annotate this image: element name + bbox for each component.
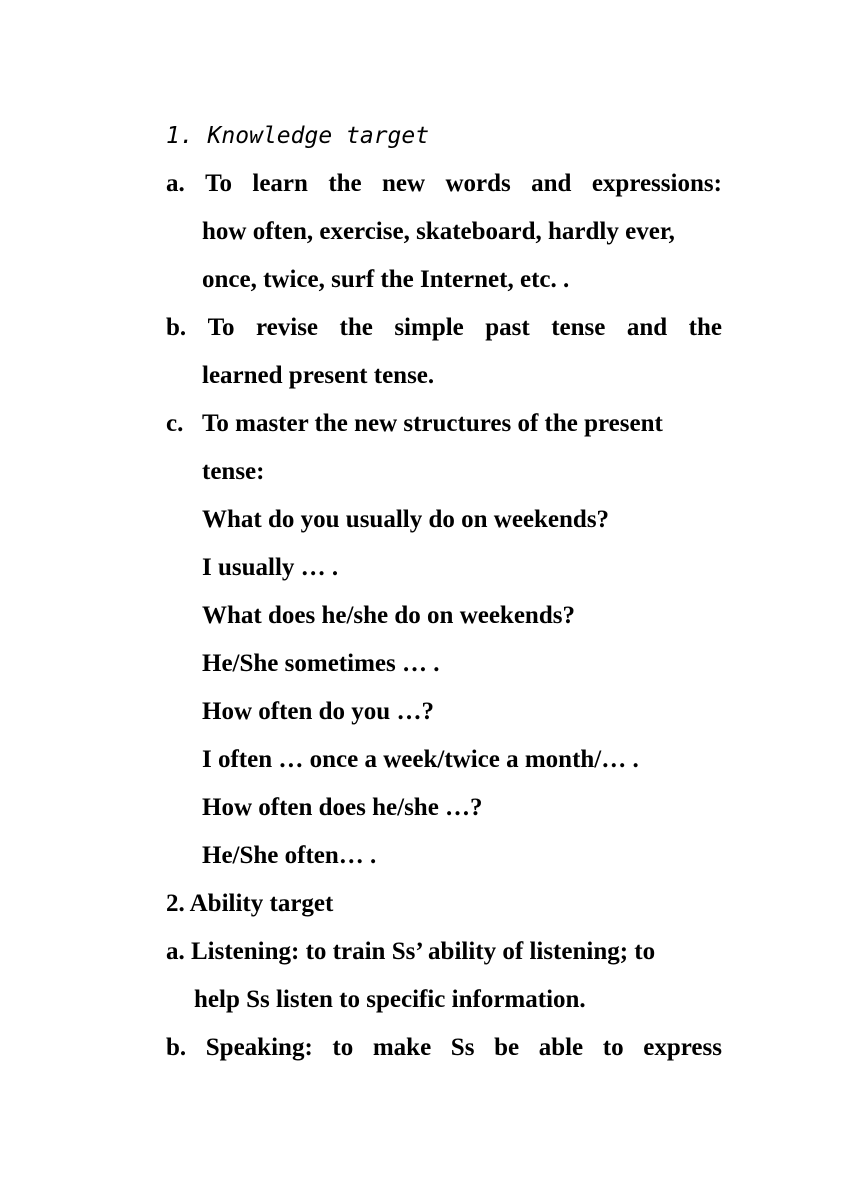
word: make — [372, 1034, 432, 1061]
example-sentence: How often do you …? — [202, 698, 434, 725]
item-a-line-3: once, twice, surf the Internet, etc. . — [202, 266, 570, 293]
item-c-text: To master the new structures of the present — [202, 410, 663, 437]
word: Speaking: — [205, 1034, 313, 1061]
example-sentence: He/She often… . — [202, 842, 377, 869]
word: revise — [256, 314, 319, 341]
word: past — [485, 314, 530, 341]
word: words — [445, 170, 511, 197]
word: simple — [394, 314, 464, 341]
example-sentence: What does he/she do on weekends? — [202, 602, 575, 629]
ability-a-line-2: help Ss listen to specific information. — [194, 986, 586, 1013]
word: To — [207, 314, 235, 341]
word: to — [602, 1034, 624, 1061]
example-sentence: I usually … . — [202, 554, 339, 581]
item-c-line-1 — [166, 409, 663, 439]
word: new — [382, 170, 426, 197]
word: Ss — [450, 1034, 475, 1061]
item-a-marker: a. — [166, 170, 185, 197]
ability-a-line-1: a. Listening: to train Ss’ ability of listening; to — [166, 938, 656, 965]
word: the — [688, 314, 722, 341]
item-a-line-1 — [166, 169, 722, 199]
word: the — [328, 170, 362, 197]
item-b-line-2: learned present tense. — [202, 362, 435, 389]
section-heading-ability-target: 2. Ability target — [166, 890, 334, 917]
example-sentence: What do you usually do on weekends? — [202, 506, 610, 533]
item-c-line-2: tense: — [202, 458, 265, 485]
word: able — [538, 1034, 584, 1061]
item-b-line-1 — [166, 313, 722, 343]
word: be — [494, 1034, 520, 1061]
word: expressions: — [591, 170, 722, 197]
word: express — [643, 1034, 722, 1061]
word: tense — [551, 314, 606, 341]
example-sentence: How often does he/she …? — [202, 794, 483, 821]
section-heading-knowledge-target: 1. Knowledge target — [166, 123, 430, 149]
word: and — [531, 170, 572, 197]
ability-b-line-1 — [166, 1033, 722, 1063]
word: learn — [252, 170, 308, 197]
word: To — [205, 170, 233, 197]
word: b. — [166, 1034, 187, 1061]
example-sentence: He/She sometimes … . — [202, 650, 440, 677]
word: the — [339, 314, 373, 341]
item-a-line-2: how often, exercise, skateboard, hardly ever, — [202, 218, 675, 245]
item-b-marker: b. — [166, 314, 187, 341]
word: to — [332, 1034, 354, 1061]
item-c-marker: c. — [166, 410, 184, 437]
example-sentence: I often … once a week/twice a month/… . — [202, 746, 639, 773]
word: and — [626, 314, 668, 341]
